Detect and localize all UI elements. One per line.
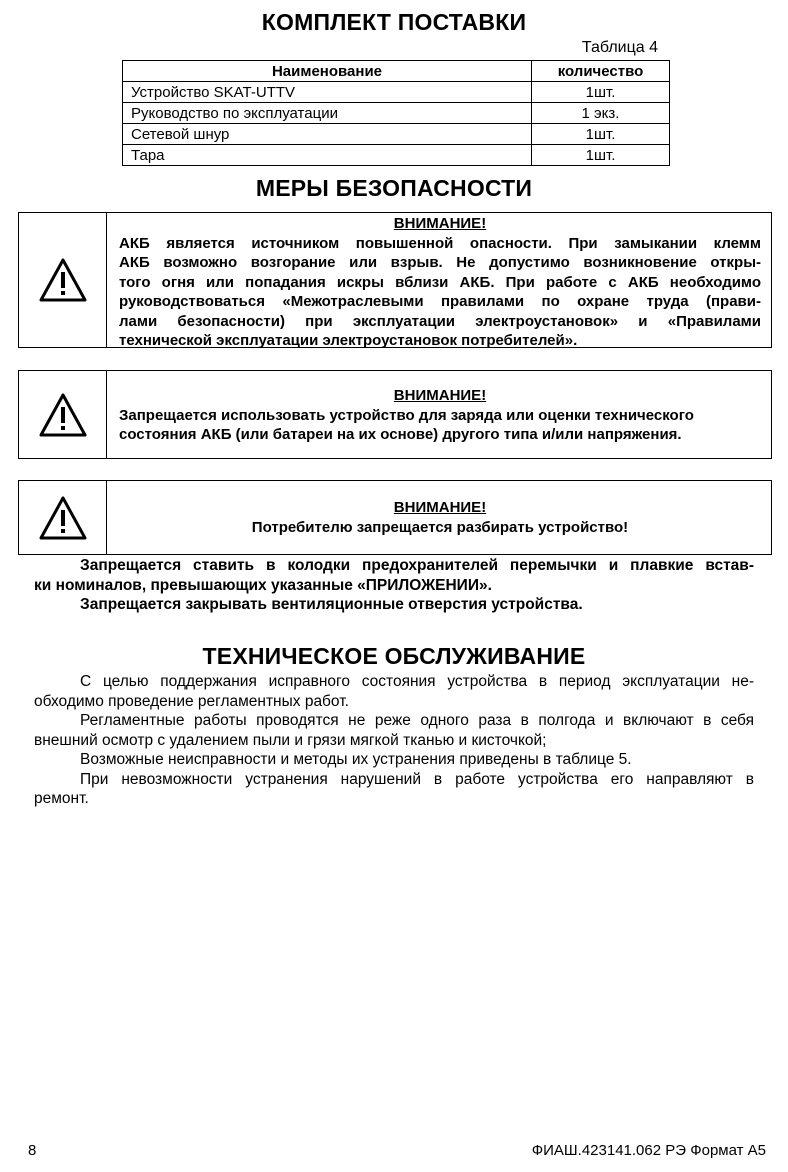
cell-name: Устройство SKAT-UTTV — [123, 82, 532, 103]
kit-table — [122, 60, 670, 166]
warning-text — [107, 213, 771, 347]
column-header-quantity: количество — [532, 61, 670, 82]
section-title-kit: КОМПЛЕКТ ПОСТАВКИ — [261, 9, 527, 35]
paragraph-line: ремонт. — [34, 790, 89, 807]
warning-title: ВНИМАНИЕ! — [393, 499, 487, 516]
warning-triangle-icon — [37, 256, 89, 304]
warning-box-battery-hazard — [18, 212, 772, 348]
cell-quantity: 1шт. — [532, 145, 670, 166]
warning-line: АКБ возможно возгорание или взрыв. Не допустимо возникновение откры- — [119, 254, 761, 271]
warning-text — [107, 371, 771, 458]
table-row — [123, 124, 670, 145]
warning-title: ВНИМАНИЕ! — [393, 387, 487, 404]
warning-title: ВНИМАНИЕ! — [393, 215, 487, 232]
maintenance-text — [34, 672, 754, 809]
cell-name: Сетевой шнур — [123, 124, 532, 145]
cell-quantity: 1шт. — [532, 124, 670, 145]
paragraph-line: С целью поддержания исправного состояния устройства в период эксплуатации не- — [80, 673, 754, 690]
vent-warning-note: Запрещается закрывать вентиляционные отверстия устройства. — [80, 596, 583, 613]
warning-line: Потребителю запрещается разбирать устройство! — [251, 518, 629, 536]
section-title-maintenance: ТЕХНИЧЕСКОЕ ОБСЛУЖИВАНИЕ — [202, 643, 586, 669]
warning-line: того огня или попадания искры вблизи АКБ. При работе с АКБ необходимо — [119, 273, 761, 291]
table-row — [123, 82, 670, 103]
warning-line: АКБ является источником повышенной опасности. При замыкании клемм — [119, 234, 761, 252]
warning-line: руководствоваться «Межотраслевыми правилами по охране труда (прави- — [119, 293, 761, 310]
warning-line: технической эксплуатации электроустановок потребителей». — [119, 332, 578, 349]
table-header-row — [123, 61, 670, 82]
paragraph-line: внешний осмотр с удалением пыли и грязи мягкой тканью и кисточкой; — [34, 731, 547, 749]
table-row — [123, 103, 670, 124]
paragraph-line: обходимо проведение регламентных работ. — [34, 692, 349, 710]
warning-line: лами безопасности) при эксплуатации электроустановок» и «Правилами — [119, 312, 761, 330]
warning-line: состояния АКБ (или батареи на их основе) другого типа и/или напряжения. — [119, 426, 682, 443]
table-row — [123, 145, 670, 166]
note-line: Запрещается ставить в колодки предохранителей перемычки и плавкие встав- — [80, 557, 754, 574]
warning-text — [107, 481, 771, 554]
paragraph-line: При невозможности устранения нарушений в работе устройства его направляют в — [80, 770, 754, 788]
cell-name: Тара — [123, 145, 532, 166]
cell-quantity: 1 экз. — [532, 103, 670, 124]
cell-name: Руководство по эксплуатации — [123, 103, 532, 124]
paragraph-line: Возможные неисправности и методы их устранения приведены в таблице 5. — [80, 751, 632, 768]
warning-box-disassembly — [18, 480, 772, 555]
table-caption: Таблица 4 — [581, 39, 658, 56]
warning-box-battery-type — [18, 370, 772, 459]
note-line: ки номиналов, превышающих указанные «ПРИЛОЖЕНИИ». — [34, 576, 492, 594]
column-header-name: Наименование — [123, 61, 532, 82]
warning-triangle-icon — [37, 391, 89, 439]
page-number: 8 — [28, 1142, 37, 1159]
warning-icon-cell — [19, 213, 107, 347]
warning-icon-cell — [19, 481, 107, 554]
section-title-safety: МЕРЫ БЕЗОПАСНОСТИ — [255, 175, 533, 201]
document-code: ФИАШ.423141.062 РЭ Формат А5 — [531, 1142, 766, 1159]
paragraph-line: Регламентные работы проводятся не реже одного раза в полгода и включают в себя — [80, 712, 754, 729]
warning-line: Запрещается использовать устройство для заряда или оценки технического — [119, 406, 694, 424]
cell-quantity: 1шт. — [532, 82, 670, 103]
warning-icon-cell — [19, 371, 107, 458]
warning-triangle-icon — [37, 494, 89, 542]
fuse-warning-note — [34, 556, 754, 615]
